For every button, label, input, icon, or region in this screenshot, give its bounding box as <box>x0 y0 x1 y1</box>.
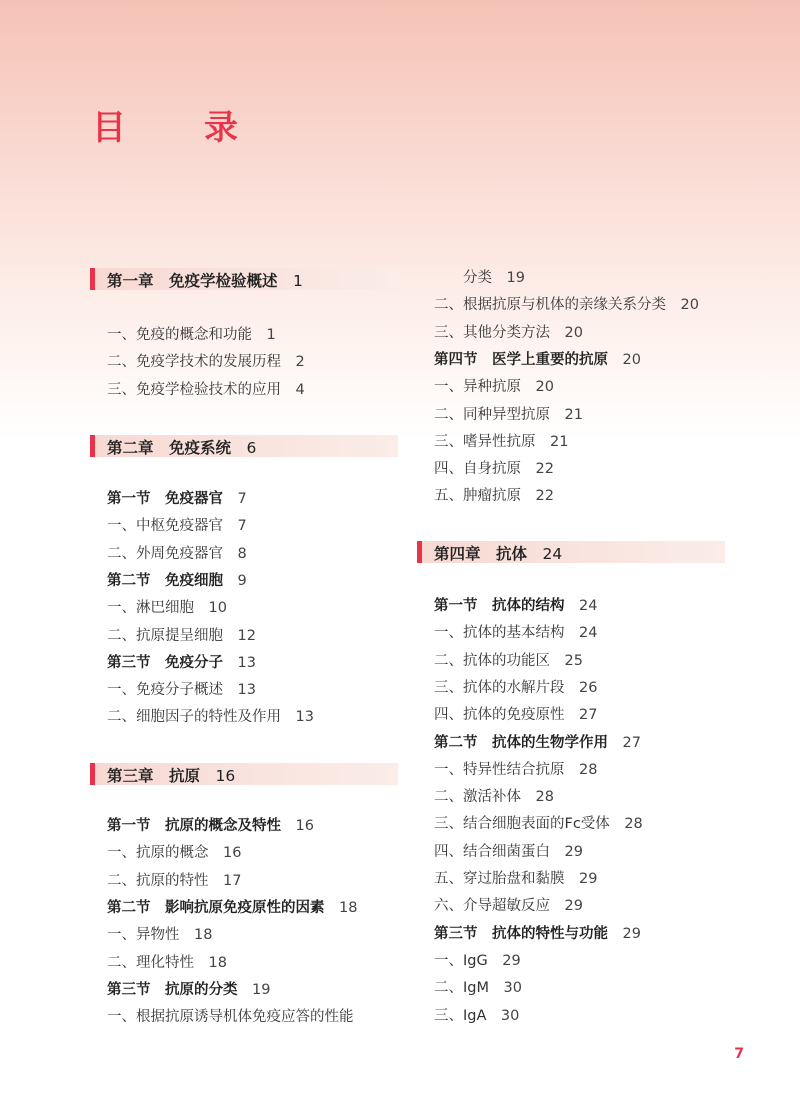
toc-entry-page: 21 <box>564 406 583 423</box>
toc-entry[interactable] <box>434 951 521 971</box>
chapter-heading[interactable] <box>90 763 398 785</box>
toc-entry-page: 29 <box>579 871 598 887</box>
toc-entry-page: 22 <box>535 461 554 478</box>
toc-entry-title: 一、抗体的基本结构 <box>434 625 565 642</box>
toc-entry-page: 16 <box>223 845 242 862</box>
toc-entry-page: 24 <box>579 625 598 642</box>
toc-entry-page: 19 <box>252 981 271 998</box>
toc-entry-title: 五、肿瘤抗原 <box>434 488 521 505</box>
toc-entry-page: 9 <box>237 572 247 589</box>
toc-entry-page: 28 <box>579 761 598 778</box>
toc-entry-title: 分类 <box>434 270 492 286</box>
toc-entry-page: 16 <box>295 818 314 834</box>
toc-entry-title: 四、自身抗原 <box>434 461 521 478</box>
toc-entry-page: 10 <box>208 600 227 617</box>
toc-entry-page: 13 <box>237 654 256 671</box>
toc-entry[interactable] <box>434 978 522 998</box>
toc-entry-page: 17 <box>223 872 242 889</box>
toc-entry-title: 第四节 医学上重要的抗原 <box>434 351 608 368</box>
toc-section[interactable] <box>107 816 314 836</box>
toc-entry-title: 第三节 抗原的分类 <box>107 981 238 998</box>
toc-entry-page: 25 <box>564 652 583 669</box>
toc-entry[interactable] <box>107 352 305 372</box>
toc-entry[interactable] <box>107 871 241 891</box>
toc-entry[interactable] <box>434 295 699 315</box>
toc-entry[interactable] <box>107 516 247 536</box>
toc-entry-page: 20 <box>622 351 641 368</box>
toc-entry-title: 二、外周免疫器官 <box>107 545 223 562</box>
toc-entry-page: 19 <box>506 270 525 286</box>
toc-section[interactable] <box>434 924 641 944</box>
toc-entry-title: 一、免疫的概念和功能 <box>107 327 252 343</box>
toc-entry-title: 第一节 抗体的结构 <box>434 598 565 614</box>
toc-entry[interactable] <box>107 380 305 400</box>
toc-entry-title: 第二节 影响抗原免疫原性的因素 <box>107 899 325 916</box>
toc-entry-title: 一、淋巴细胞 <box>107 600 194 617</box>
toc-entry-title: 二、抗原提呈细胞 <box>107 627 223 644</box>
toc-entry[interactable] <box>107 544 247 564</box>
chapter-label: 第四章 抗体 <box>434 545 528 563</box>
toc-entry-title: 第一节 免疫器官 <box>107 491 223 507</box>
toc-entry-title: 第一节 抗原的概念及特性 <box>107 818 281 834</box>
toc-entry-page: 2 <box>295 354 305 371</box>
page-number: 7 <box>734 1046 744 1062</box>
toc-entry-title: 第三节 抗体的特性与功能 <box>434 925 608 942</box>
toc-entry-page: 29 <box>502 952 521 969</box>
toc-entry-page: 1 <box>266 327 276 343</box>
toc-entry-title: 一、中枢免疫器官 <box>107 518 223 535</box>
toc-entry-page: 28 <box>535 789 554 806</box>
toc-entry-title: 三、免疫学检验技术的应用 <box>107 381 281 398</box>
toc-entry-title: 一、IgG <box>434 952 488 969</box>
toc-entry-title: 六、介导超敏反应 <box>434 898 550 915</box>
toc-entry-page: 20 <box>680 297 699 314</box>
toc-entry-page: 21 <box>550 433 569 450</box>
toc-entry-title: 二、抗体的功能区 <box>434 652 550 669</box>
toc-entry[interactable] <box>434 814 643 834</box>
toc-section[interactable] <box>107 980 270 1000</box>
toc-entry-page: 20 <box>564 324 583 341</box>
toc-entry[interactable] <box>107 626 256 646</box>
page-title: 目 录 <box>92 108 260 148</box>
toc-entry-page: 7 <box>237 518 247 535</box>
toc-section[interactable] <box>107 489 247 509</box>
chapter-page: 1 <box>293 272 303 290</box>
chapter-page: 24 <box>542 545 563 563</box>
toc-entry-page: 27 <box>622 734 641 751</box>
toc-entry-title: 四、抗体的免疫原性 <box>434 707 565 724</box>
toc-entry-title: 二、抗原的特性 <box>107 872 209 889</box>
toc-entry[interactable] <box>434 1006 519 1026</box>
toc-entry-title: 三、其他分类方法 <box>434 324 550 341</box>
toc-entry[interactable] <box>434 651 583 671</box>
toc-entry-title: 第三节 免疫分子 <box>107 654 223 671</box>
chapter-label: 第一章 免疫学检验概述 <box>107 272 278 290</box>
toc-entry[interactable] <box>107 843 241 863</box>
toc-entry-page: 7 <box>237 491 247 507</box>
toc-entry-title: 三、抗体的水解片段 <box>434 679 565 696</box>
toc-entry[interactable] <box>434 486 554 506</box>
toc-entry[interactable] <box>434 377 554 397</box>
toc-entry[interactable] <box>434 623 597 643</box>
toc-entry-page: 30 <box>503 980 522 997</box>
toc-entry-page: 20 <box>535 379 554 396</box>
toc-entry[interactable] <box>434 268 525 288</box>
toc-entry-title: 三、IgA <box>434 1007 487 1024</box>
toc-entry-page: 27 <box>579 707 598 724</box>
toc-entry-title: 一、免疫分子概述 <box>107 682 223 699</box>
toc-entry[interactable] <box>434 678 597 698</box>
toc-entry-page: 12 <box>237 627 256 644</box>
toc-entry[interactable] <box>434 705 597 725</box>
toc-entry-page: 13 <box>237 682 256 699</box>
toc-entry-title: 第二节 免疫细胞 <box>107 572 223 589</box>
toc-entry[interactable] <box>434 405 583 425</box>
toc-section[interactable] <box>107 653 256 673</box>
chapter-label: 第二章 免疫系统 <box>107 439 232 457</box>
toc-entry-title: 一、抗原的概念 <box>107 845 209 862</box>
toc-entry-page: 26 <box>579 679 598 696</box>
toc-entry[interactable] <box>107 707 314 727</box>
toc-entry-title: 二、激活补体 <box>434 789 521 806</box>
toc-section[interactable] <box>434 350 641 370</box>
toc-entry-title: 四、结合细菌蛋白 <box>434 843 550 860</box>
toc-entry-page: 8 <box>237 545 247 562</box>
toc-entry-title: 二、同种异型抗原 <box>434 406 550 423</box>
toc-entry-page: 4 <box>295 381 305 398</box>
toc-entry-page: 18 <box>194 927 213 944</box>
toc-entry-title: 二、IgM <box>434 980 489 997</box>
toc-entry-title: 二、细胞因子的特性及作用 <box>107 709 281 726</box>
toc-entry-title: 一、根据抗原诱导机体免疫应答的性能 <box>107 1009 354 1026</box>
toc-entry-title: 二、免疫学技术的发展历程 <box>107 354 281 371</box>
toc-entry-page: 29 <box>564 898 583 915</box>
toc-entry-page: 24 <box>579 598 598 614</box>
toc-entry[interactable] <box>107 598 227 618</box>
chapter-label: 第三章 抗原 <box>107 767 201 785</box>
toc-entry[interactable] <box>434 760 597 780</box>
toc-section[interactable] <box>434 733 641 753</box>
toc-section[interactable] <box>107 571 247 591</box>
toc-entry-title: 一、异物性 <box>107 927 180 944</box>
toc-entry-page: 18 <box>339 899 358 916</box>
toc-entry-title: 一、特异性结合抗原 <box>434 761 565 778</box>
chapter-page: 16 <box>215 767 236 785</box>
toc-entry[interactable] <box>434 869 597 889</box>
chapter-heading[interactable] <box>90 435 398 457</box>
toc-entry[interactable] <box>434 842 583 862</box>
toc-entry-title: 一、异种抗原 <box>434 379 521 396</box>
toc-entry-page: 18 <box>208 954 227 971</box>
toc-entry-title: 二、根据抗原与机体的亲缘关系分类 <box>434 297 666 314</box>
toc-entry[interactable] <box>434 459 554 479</box>
toc-entry-page: 28 <box>624 816 643 833</box>
chapter-heading[interactable] <box>90 268 398 290</box>
toc-entry[interactable] <box>107 325 276 345</box>
toc-entry[interactable] <box>107 1007 354 1027</box>
toc-entry[interactable] <box>434 432 568 452</box>
toc-entry-title: 二、理化特性 <box>107 954 194 971</box>
toc-entry-page: 22 <box>535 488 554 505</box>
toc-entry-title: 三、结合细胞表面的Fc受体 <box>434 816 610 833</box>
toc-entry[interactable] <box>434 896 583 916</box>
toc-entry-page: 13 <box>295 709 314 726</box>
toc-entry[interactable] <box>434 323 583 343</box>
toc-entry-title: 第二节 抗体的生物学作用 <box>434 734 608 751</box>
toc-entry-page: 30 <box>500 1007 520 1024</box>
toc-entry[interactable] <box>434 787 554 807</box>
toc-entry-title: 五、穿过胎盘和黏膜 <box>434 871 565 887</box>
toc-section[interactable] <box>107 898 357 918</box>
toc-entry-page: 29 <box>564 843 583 860</box>
toc-entry[interactable] <box>107 925 212 945</box>
toc-entry-page: 29 <box>622 925 641 942</box>
chapter-heading[interactable] <box>417 541 725 563</box>
toc-section[interactable] <box>434 596 597 616</box>
toc-entry[interactable] <box>107 680 256 700</box>
toc-entry[interactable] <box>107 953 227 973</box>
chapter-page: 6 <box>246 439 257 457</box>
toc-entry-title: 三、嗜异性抗原 <box>434 433 536 450</box>
